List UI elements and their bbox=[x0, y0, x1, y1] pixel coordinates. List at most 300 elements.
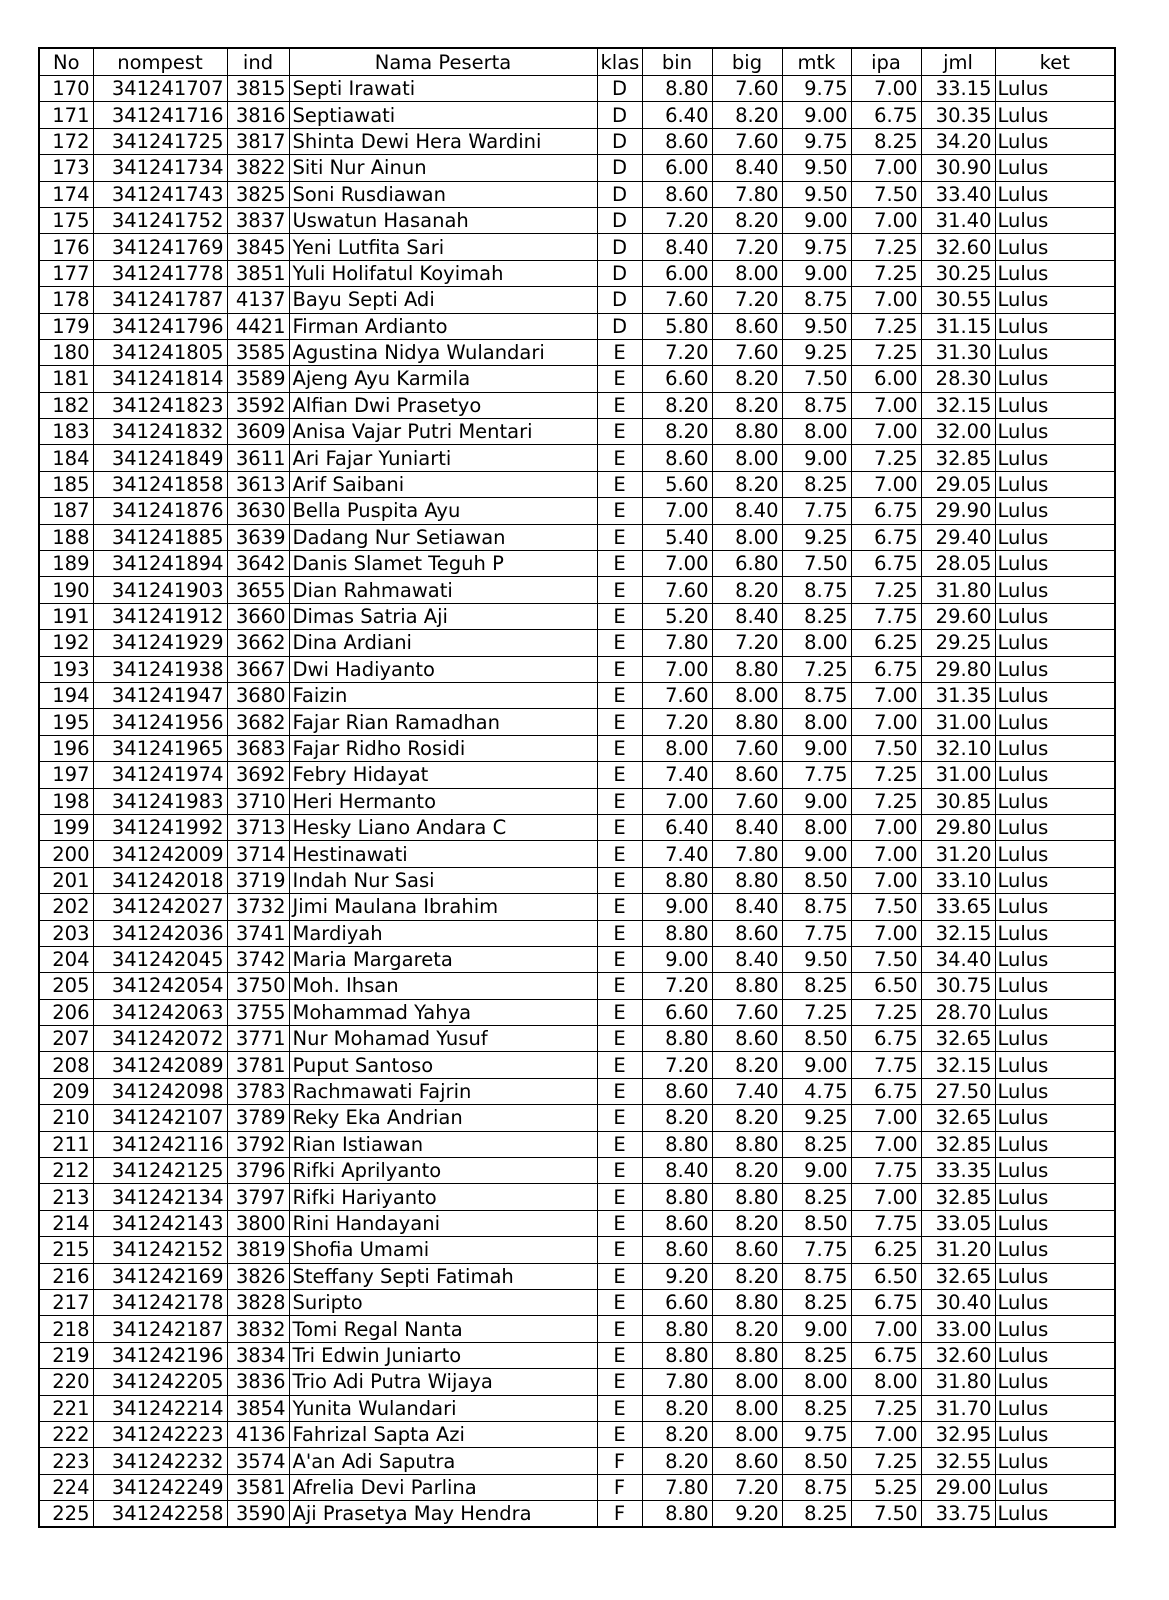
cell-big: 8.20 bbox=[712, 1316, 782, 1342]
cell-klas: E bbox=[597, 1342, 642, 1368]
cell-ket: Lulus bbox=[995, 1448, 1115, 1474]
cell-no: 224 bbox=[39, 1474, 93, 1500]
cell-nompest: 341241992 bbox=[93, 814, 227, 840]
cell-no: 183 bbox=[39, 419, 93, 445]
cell-no: 188 bbox=[39, 524, 93, 550]
cell-big: 7.40 bbox=[712, 1078, 782, 1104]
cell-ipa: 7.00 bbox=[851, 682, 921, 708]
cell-ind: 3851 bbox=[227, 260, 289, 286]
cell-no: 172 bbox=[39, 128, 93, 154]
cell-ipa: 6.75 bbox=[851, 551, 921, 577]
table-row bbox=[39, 920, 1115, 946]
cell-big: 7.60 bbox=[712, 128, 782, 154]
cell-no: 205 bbox=[39, 973, 93, 999]
header-jml: jml bbox=[921, 48, 995, 76]
table-row bbox=[39, 207, 1115, 233]
cell-ket: Lulus bbox=[995, 102, 1115, 128]
cell-ket: Lulus bbox=[995, 841, 1115, 867]
cell-ind: 3845 bbox=[227, 234, 289, 260]
cell-bin: 8.60 bbox=[642, 445, 712, 471]
cell-bin: 8.40 bbox=[642, 1158, 712, 1184]
cell-ind: 3854 bbox=[227, 1395, 289, 1421]
cell-bin: 8.00 bbox=[642, 735, 712, 761]
cell-bin: 6.40 bbox=[642, 102, 712, 128]
cell-jml: 32.85 bbox=[921, 1131, 995, 1157]
table-row bbox=[39, 682, 1115, 708]
cell-klas: E bbox=[597, 656, 642, 682]
cell-nama-peserta: Puput Santoso bbox=[289, 1052, 597, 1078]
cell-ipa: 7.25 bbox=[851, 313, 921, 339]
table-row bbox=[39, 999, 1115, 1025]
cell-nompest: 341241956 bbox=[93, 709, 227, 735]
cell-bin: 8.60 bbox=[642, 1210, 712, 1236]
cell-no: 177 bbox=[39, 260, 93, 286]
header-mtk: mtk bbox=[782, 48, 851, 76]
cell-ipa: 7.25 bbox=[851, 260, 921, 286]
cell-jml: 31.70 bbox=[921, 1395, 995, 1421]
cell-jml: 31.80 bbox=[921, 1369, 995, 1395]
cell-nompest: 341241743 bbox=[93, 181, 227, 207]
cell-jml: 30.55 bbox=[921, 287, 995, 313]
cell-no: 173 bbox=[39, 155, 93, 181]
cell-klas: E bbox=[597, 1395, 642, 1421]
cell-klas: E bbox=[597, 1421, 642, 1447]
table-row bbox=[39, 366, 1115, 392]
cell-jml: 31.40 bbox=[921, 207, 995, 233]
cell-no: 202 bbox=[39, 894, 93, 920]
cell-big: 8.80 bbox=[712, 1131, 782, 1157]
cell-nompest: 341242125 bbox=[93, 1158, 227, 1184]
cell-ipa: 6.75 bbox=[851, 1289, 921, 1315]
cell-ind: 3611 bbox=[227, 445, 289, 471]
cell-bin: 5.20 bbox=[642, 603, 712, 629]
cell-ket: Lulus bbox=[995, 1263, 1115, 1289]
cell-bin: 7.80 bbox=[642, 630, 712, 656]
cell-ind: 3642 bbox=[227, 551, 289, 577]
cell-ket: Lulus bbox=[995, 946, 1115, 972]
cell-ket: Lulus bbox=[995, 973, 1115, 999]
cell-ipa: 6.00 bbox=[851, 366, 921, 392]
cell-mtk: 7.50 bbox=[782, 366, 851, 392]
cell-ipa: 7.00 bbox=[851, 207, 921, 233]
cell-klas: E bbox=[597, 999, 642, 1025]
cell-ket: Lulus bbox=[995, 1026, 1115, 1052]
cell-big: 8.80 bbox=[712, 1289, 782, 1315]
table-row bbox=[39, 392, 1115, 418]
cell-ipa: 7.00 bbox=[851, 1316, 921, 1342]
cell-nompest: 341241823 bbox=[93, 392, 227, 418]
cell-mtk: 7.75 bbox=[782, 762, 851, 788]
cell-no: 218 bbox=[39, 1316, 93, 1342]
cell-nama-peserta: Nur Mohamad Yusuf bbox=[289, 1026, 597, 1052]
cell-jml: 31.20 bbox=[921, 1237, 995, 1263]
cell-big: 8.00 bbox=[712, 682, 782, 708]
cell-klas: E bbox=[597, 339, 642, 365]
cell-mtk: 8.25 bbox=[782, 1289, 851, 1315]
cell-klas: E bbox=[597, 630, 642, 656]
table-row bbox=[39, 1501, 1115, 1528]
cell-ket: Lulus bbox=[995, 1369, 1115, 1395]
cell-big: 8.60 bbox=[712, 762, 782, 788]
header-ipa: ipa bbox=[851, 48, 921, 76]
cell-ipa: 7.75 bbox=[851, 1158, 921, 1184]
cell-nompest: 341242169 bbox=[93, 1263, 227, 1289]
cell-nompest: 341242258 bbox=[93, 1501, 227, 1528]
cell-ind: 3682 bbox=[227, 709, 289, 735]
cell-nompest: 341241805 bbox=[93, 339, 227, 365]
cell-jml: 32.65 bbox=[921, 1263, 995, 1289]
cell-ipa: 7.00 bbox=[851, 76, 921, 102]
cell-ind: 3819 bbox=[227, 1237, 289, 1263]
cell-ipa: 7.75 bbox=[851, 1210, 921, 1236]
cell-bin: 6.60 bbox=[642, 366, 712, 392]
cell-nompest: 341242009 bbox=[93, 841, 227, 867]
cell-ipa: 7.50 bbox=[851, 894, 921, 920]
cell-ipa: 7.25 bbox=[851, 762, 921, 788]
cell-nompest: 341242152 bbox=[93, 1237, 227, 1263]
cell-ipa: 7.00 bbox=[851, 1105, 921, 1131]
cell-ind: 3789 bbox=[227, 1105, 289, 1131]
cell-bin: 5.40 bbox=[642, 524, 712, 550]
cell-ket: Lulus bbox=[995, 1131, 1115, 1157]
cell-jml: 31.80 bbox=[921, 577, 995, 603]
cell-big: 8.20 bbox=[712, 1263, 782, 1289]
cell-ind: 4137 bbox=[227, 287, 289, 313]
cell-jml: 31.15 bbox=[921, 313, 995, 339]
table-row bbox=[39, 735, 1115, 761]
table-row bbox=[39, 894, 1115, 920]
cell-klas: E bbox=[597, 392, 642, 418]
cell-mtk: 7.25 bbox=[782, 656, 851, 682]
cell-ket: Lulus bbox=[995, 1078, 1115, 1104]
cell-mtk: 9.25 bbox=[782, 524, 851, 550]
cell-no: 221 bbox=[39, 1395, 93, 1421]
cell-bin: 7.60 bbox=[642, 682, 712, 708]
table-row bbox=[39, 1052, 1115, 1078]
cell-klas: F bbox=[597, 1474, 642, 1500]
cell-ind: 3574 bbox=[227, 1448, 289, 1474]
cell-no: 217 bbox=[39, 1289, 93, 1315]
cell-bin: 8.20 bbox=[642, 419, 712, 445]
cell-ipa: 6.75 bbox=[851, 1342, 921, 1368]
cell-ind: 3719 bbox=[227, 867, 289, 893]
header-ket: ket bbox=[995, 48, 1115, 76]
cell-big: 7.80 bbox=[712, 181, 782, 207]
cell-mtk: 8.25 bbox=[782, 603, 851, 629]
cell-ket: Lulus bbox=[995, 366, 1115, 392]
cell-ket: Lulus bbox=[995, 339, 1115, 365]
cell-nama-peserta: Rini Handayani bbox=[289, 1210, 597, 1236]
header-klas: klas bbox=[597, 48, 642, 76]
table-row bbox=[39, 630, 1115, 656]
cell-no: 194 bbox=[39, 682, 93, 708]
cell-jml: 33.65 bbox=[921, 894, 995, 920]
cell-mtk: 7.50 bbox=[782, 551, 851, 577]
cell-jml: 30.90 bbox=[921, 155, 995, 181]
cell-nompest: 341242107 bbox=[93, 1105, 227, 1131]
table-row bbox=[39, 1105, 1115, 1131]
cell-ind: 3742 bbox=[227, 946, 289, 972]
cell-jml: 32.60 bbox=[921, 234, 995, 260]
cell-big: 8.60 bbox=[712, 1448, 782, 1474]
cell-ind: 3609 bbox=[227, 419, 289, 445]
cell-nompest: 341242045 bbox=[93, 946, 227, 972]
cell-nompest: 341241716 bbox=[93, 102, 227, 128]
cell-nompest: 341242214 bbox=[93, 1395, 227, 1421]
table-row bbox=[39, 1158, 1115, 1184]
cell-ket: Lulus bbox=[995, 1289, 1115, 1315]
cell-ipa: 8.00 bbox=[851, 1369, 921, 1395]
cell-ind: 3713 bbox=[227, 814, 289, 840]
table-row bbox=[39, 577, 1115, 603]
table-row bbox=[39, 762, 1115, 788]
cell-ket: Lulus bbox=[995, 630, 1115, 656]
cell-bin: 7.20 bbox=[642, 207, 712, 233]
cell-mtk: 8.25 bbox=[782, 1342, 851, 1368]
cell-bin: 8.80 bbox=[642, 920, 712, 946]
cell-klas: F bbox=[597, 1448, 642, 1474]
cell-ket: Lulus bbox=[995, 1210, 1115, 1236]
cell-big: 7.20 bbox=[712, 287, 782, 313]
cell-nompest: 341241965 bbox=[93, 735, 227, 761]
cell-no: 220 bbox=[39, 1369, 93, 1395]
cell-ind: 3797 bbox=[227, 1184, 289, 1210]
cell-ipa: 8.25 bbox=[851, 128, 921, 154]
table-row bbox=[39, 1316, 1115, 1342]
cell-nompest: 341242027 bbox=[93, 894, 227, 920]
cell-nompest: 341242072 bbox=[93, 1026, 227, 1052]
cell-ipa: 7.00 bbox=[851, 814, 921, 840]
cell-bin: 7.20 bbox=[642, 973, 712, 999]
cell-bin: 9.20 bbox=[642, 1263, 712, 1289]
cell-ket: Lulus bbox=[995, 524, 1115, 550]
cell-no: 191 bbox=[39, 603, 93, 629]
cell-nama-peserta: Maria Margareta bbox=[289, 946, 597, 972]
cell-ipa: 7.75 bbox=[851, 1052, 921, 1078]
cell-mtk: 9.75 bbox=[782, 76, 851, 102]
cell-jml: 29.40 bbox=[921, 524, 995, 550]
cell-mtk: 8.25 bbox=[782, 973, 851, 999]
cell-jml: 29.90 bbox=[921, 498, 995, 524]
cell-mtk: 9.50 bbox=[782, 313, 851, 339]
cell-no: 175 bbox=[39, 207, 93, 233]
cell-klas: D bbox=[597, 313, 642, 339]
cell-jml: 29.80 bbox=[921, 656, 995, 682]
cell-ind: 3667 bbox=[227, 656, 289, 682]
cell-nama-peserta: Siti Nur Ainun bbox=[289, 155, 597, 181]
table-row bbox=[39, 524, 1115, 550]
cell-nama-peserta: Fahrizal Sapta Azi bbox=[289, 1421, 597, 1447]
table-row bbox=[39, 1026, 1115, 1052]
cell-jml: 32.85 bbox=[921, 1184, 995, 1210]
cell-jml: 34.40 bbox=[921, 946, 995, 972]
cell-no: 170 bbox=[39, 76, 93, 102]
table-row bbox=[39, 498, 1115, 524]
cell-ipa: 7.25 bbox=[851, 1448, 921, 1474]
cell-ket: Lulus bbox=[995, 999, 1115, 1025]
table-row bbox=[39, 1237, 1115, 1263]
cell-nama-peserta: Dwi Hadiyanto bbox=[289, 656, 597, 682]
cell-mtk: 9.50 bbox=[782, 181, 851, 207]
cell-nompest: 341241876 bbox=[93, 498, 227, 524]
cell-big: 8.80 bbox=[712, 1184, 782, 1210]
cell-jml: 31.30 bbox=[921, 339, 995, 365]
cell-bin: 7.60 bbox=[642, 287, 712, 313]
cell-bin: 7.60 bbox=[642, 577, 712, 603]
cell-ind: 3771 bbox=[227, 1026, 289, 1052]
cell-big: 7.60 bbox=[712, 339, 782, 365]
cell-nama-peserta: A'an Adi Saputra bbox=[289, 1448, 597, 1474]
cell-bin: 6.00 bbox=[642, 260, 712, 286]
table-row bbox=[39, 788, 1115, 814]
cell-bin: 7.20 bbox=[642, 339, 712, 365]
cell-mtk: 9.75 bbox=[782, 234, 851, 260]
cell-mtk: 9.25 bbox=[782, 339, 851, 365]
cell-klas: E bbox=[597, 1078, 642, 1104]
cell-mtk: 8.75 bbox=[782, 287, 851, 313]
cell-mtk: 8.00 bbox=[782, 814, 851, 840]
cell-big: 8.80 bbox=[712, 656, 782, 682]
table-row bbox=[39, 1210, 1115, 1236]
cell-big: 8.00 bbox=[712, 1369, 782, 1395]
table-row bbox=[39, 946, 1115, 972]
cell-ket: Lulus bbox=[995, 867, 1115, 893]
cell-big: 8.60 bbox=[712, 1026, 782, 1052]
cell-ind: 3613 bbox=[227, 471, 289, 497]
cell-klas: D bbox=[597, 181, 642, 207]
cell-nama-peserta: Afrelia Devi Parlina bbox=[289, 1474, 597, 1500]
cell-big: 8.00 bbox=[712, 1395, 782, 1421]
cell-no: 178 bbox=[39, 287, 93, 313]
cell-ipa: 6.50 bbox=[851, 973, 921, 999]
results-table bbox=[38, 47, 1116, 1528]
cell-bin: 7.00 bbox=[642, 656, 712, 682]
cell-nompest: 341241947 bbox=[93, 682, 227, 708]
cell-klas: D bbox=[597, 76, 642, 102]
cell-nama-peserta: Steffany Septi Fatimah bbox=[289, 1263, 597, 1289]
cell-ind: 3662 bbox=[227, 630, 289, 656]
cell-jml: 29.25 bbox=[921, 630, 995, 656]
header-nama-peserta: Nama Peserta bbox=[289, 48, 597, 76]
cell-ket: Lulus bbox=[995, 260, 1115, 286]
table-row bbox=[39, 656, 1115, 682]
cell-no: 208 bbox=[39, 1052, 93, 1078]
cell-mtk: 8.75 bbox=[782, 392, 851, 418]
cell-jml: 33.40 bbox=[921, 181, 995, 207]
cell-nama-peserta: Dimas Satria Aji bbox=[289, 603, 597, 629]
cell-nompest: 341241787 bbox=[93, 287, 227, 313]
cell-big: 8.20 bbox=[712, 577, 782, 603]
cell-jml: 29.00 bbox=[921, 1474, 995, 1500]
table-body bbox=[39, 76, 1115, 1528]
cell-bin: 8.80 bbox=[642, 1184, 712, 1210]
cell-no: 223 bbox=[39, 1448, 93, 1474]
table-row bbox=[39, 1184, 1115, 1210]
table-row bbox=[39, 1421, 1115, 1447]
cell-klas: E bbox=[597, 1158, 642, 1184]
cell-ipa: 7.00 bbox=[851, 471, 921, 497]
cell-ipa: 7.50 bbox=[851, 735, 921, 761]
cell-mtk: 8.25 bbox=[782, 1395, 851, 1421]
cell-nompest: 341241769 bbox=[93, 234, 227, 260]
cell-ipa: 7.00 bbox=[851, 709, 921, 735]
cell-big: 7.20 bbox=[712, 630, 782, 656]
cell-nama-peserta: Shinta Dewi Hera Wardini bbox=[289, 128, 597, 154]
cell-jml: 28.30 bbox=[921, 366, 995, 392]
cell-bin: 8.20 bbox=[642, 1395, 712, 1421]
cell-ipa: 6.75 bbox=[851, 1078, 921, 1104]
header-ind: ind bbox=[227, 48, 289, 76]
cell-ind: 4136 bbox=[227, 1421, 289, 1447]
cell-ind: 3837 bbox=[227, 207, 289, 233]
cell-jml: 33.15 bbox=[921, 76, 995, 102]
cell-nama-peserta: Septiawati bbox=[289, 102, 597, 128]
cell-ket: Lulus bbox=[995, 1184, 1115, 1210]
cell-no: 210 bbox=[39, 1105, 93, 1131]
cell-ket: Lulus bbox=[995, 735, 1115, 761]
cell-klas: D bbox=[597, 234, 642, 260]
cell-mtk: 8.75 bbox=[782, 894, 851, 920]
table-row bbox=[39, 814, 1115, 840]
cell-ket: Lulus bbox=[995, 1316, 1115, 1342]
cell-nama-peserta: Moh. Ihsan bbox=[289, 973, 597, 999]
cell-big: 8.00 bbox=[712, 524, 782, 550]
cell-mtk: 7.75 bbox=[782, 1237, 851, 1263]
cell-ind: 3826 bbox=[227, 1263, 289, 1289]
cell-nama-peserta: Suripto bbox=[289, 1289, 597, 1315]
cell-bin: 9.00 bbox=[642, 894, 712, 920]
cell-ket: Lulus bbox=[995, 603, 1115, 629]
cell-no: 204 bbox=[39, 946, 93, 972]
cell-ind: 3825 bbox=[227, 181, 289, 207]
cell-mtk: 8.00 bbox=[782, 419, 851, 445]
cell-ind: 3816 bbox=[227, 102, 289, 128]
table-row bbox=[39, 339, 1115, 365]
cell-nompest: 341241885 bbox=[93, 524, 227, 550]
cell-klas: E bbox=[597, 946, 642, 972]
cell-big: 8.40 bbox=[712, 894, 782, 920]
table-row bbox=[39, 419, 1115, 445]
cell-bin: 8.80 bbox=[642, 1316, 712, 1342]
cell-klas: E bbox=[597, 1026, 642, 1052]
cell-big: 6.80 bbox=[712, 551, 782, 577]
cell-ket: Lulus bbox=[995, 1342, 1115, 1368]
cell-no: 213 bbox=[39, 1184, 93, 1210]
cell-nama-peserta: Mohammad Yahya bbox=[289, 999, 597, 1025]
cell-nama-peserta: Indah Nur Sasi bbox=[289, 867, 597, 893]
cell-klas: F bbox=[597, 1501, 642, 1528]
cell-mtk: 8.50 bbox=[782, 1448, 851, 1474]
cell-bin: 8.20 bbox=[642, 1421, 712, 1447]
cell-big: 8.20 bbox=[712, 102, 782, 128]
cell-ipa: 7.25 bbox=[851, 788, 921, 814]
cell-jml: 28.70 bbox=[921, 999, 995, 1025]
cell-jml: 33.10 bbox=[921, 867, 995, 893]
table-row bbox=[39, 181, 1115, 207]
table-row bbox=[39, 1395, 1115, 1421]
cell-jml: 33.00 bbox=[921, 1316, 995, 1342]
cell-ipa: 7.75 bbox=[851, 603, 921, 629]
cell-mtk: 9.75 bbox=[782, 1421, 851, 1447]
cell-mtk: 9.50 bbox=[782, 155, 851, 181]
cell-nama-peserta: Trio Adi Putra Wijaya bbox=[289, 1369, 597, 1395]
cell-jml: 32.15 bbox=[921, 920, 995, 946]
cell-ind: 3710 bbox=[227, 788, 289, 814]
cell-ket: Lulus bbox=[995, 128, 1115, 154]
cell-jml: 31.00 bbox=[921, 762, 995, 788]
cell-mtk: 9.75 bbox=[782, 128, 851, 154]
cell-nompest: 341242196 bbox=[93, 1342, 227, 1368]
